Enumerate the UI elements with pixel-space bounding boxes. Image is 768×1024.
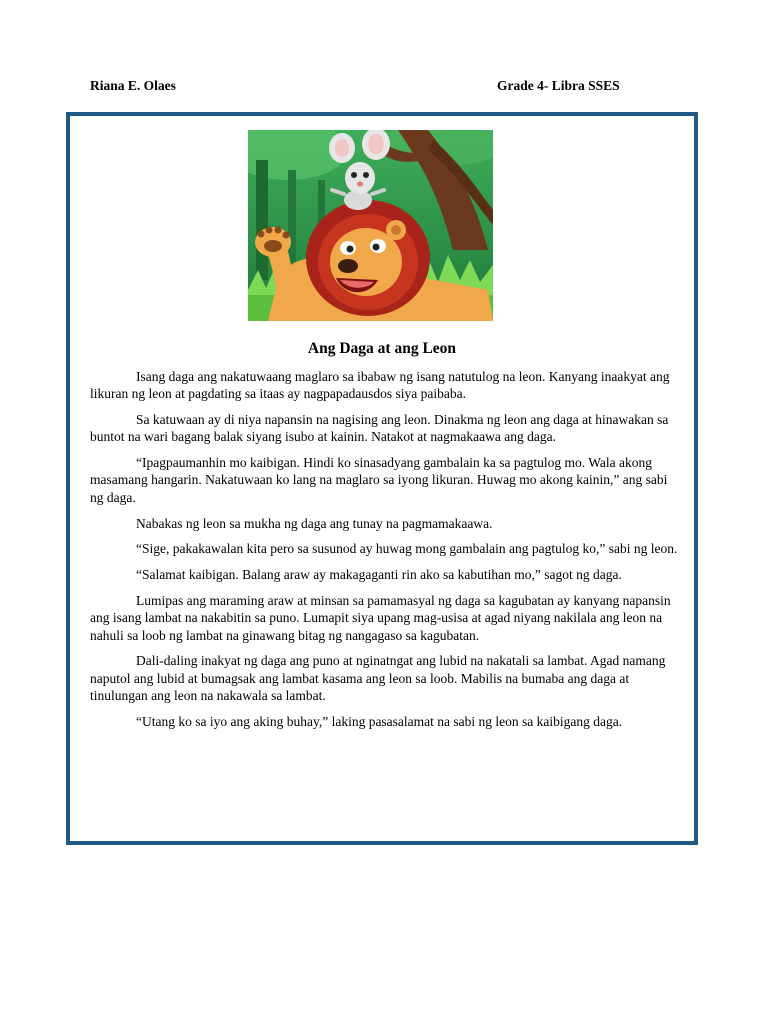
story-paragraph: Lumipas ang maraming araw at minsan sa pamamasyal ng daga sa kagubatan ay kanyang napansin ang isang lambat na nakabitin sa puno. Lumapit siya upang mag-usisa at agad niyang nakilala ang leon na nahuli sa loob ng lambat na ginawang bitag ng nangagaso sa kagubatan. <box>90 592 671 643</box>
story-paragraph: “Sige, pakakawalan kita pero sa susunod ay huwag mong gambalain ang pagtulog ko,” sabi ng leon. <box>136 541 678 557</box>
story-paragraph: Isang daga ang nakatuwaang maglaro sa ibabaw ng isang natutulog na leon. Kanyang inaakyat ang likuran ng leon at pagdating sa itaas ay nagpapadausdos siya paibaba. <box>90 369 670 402</box>
story-body <box>90 368 680 739</box>
story-paragraph: “Ipagpaumanhin mo kaibigan. Hindi ko sinasadyang gambalain ka sa pagtulog mo. Wala akong masamang hangarin. Nakatuwaan ko lang na maglaro sa iyong likuran. Huwag mo akong kainin,” ang sabi ng daga. <box>90 455 668 505</box>
story-paragraph: Sa katuwaan ay di niya napansin na nagising ang leon. Dinakma ng leon ang daga at hinawakan sa buntot na wari bagang balak siyang isubo at kainin. Natakot at nagmakaawa ang daga. <box>90 412 669 445</box>
story-paragraph: Dali-daling inakyat ng daga ang puno at nginatngat ang lubid na nakatali sa lambat. Agad namang naputol ang lubid at bumagsak ang lambat kasama ang leon sa loob. Mabilis na bumaba ang daga at tinulungan ang leon na nakawala sa lambat. <box>90 653 666 703</box>
author-name: Riana E. Olaes <box>90 78 176 93</box>
story-paragraph: “Salamat kaibigan. Balang araw ay makagaganti rin ako sa kabutihan mo,” sagot ng daga. <box>136 567 622 583</box>
grade-section: Grade 4- Libra SSES <box>497 78 620 93</box>
mouse-on-lion-illustration <box>248 130 493 321</box>
story-title: Ang Daga at ang Leon <box>307 340 457 357</box>
story-paragraph: Nabakas ng leon sa mukha ng daga ang tunay na pagmamakaawa. <box>136 515 493 531</box>
story-paragraph: “Utang ko sa iyo ang aking buhay,” laking pasasalamat na sabi ng leon sa kaibigang daga. <box>136 713 623 729</box>
